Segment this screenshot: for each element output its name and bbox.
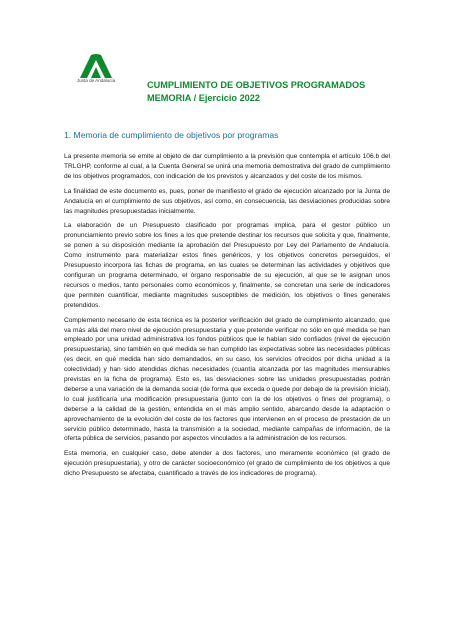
andalucia-arch-icon	[78, 54, 114, 78]
section-heading: 1. Memoria de cumplimiento de objetivos por programas	[64, 130, 279, 140]
paragraph-1: La presente memoria se emite al objeto de dar cumplimiento a la previsión que contempla el artículo 106.b del TRLGHP, conforme al cual, a la Cuenta General se unirá una memoria demostrativa del grado de cumplimiento de los objetivos programados, con indicación de los previstos y alcanzados y del coste de los mismos.	[64, 153, 390, 180]
paragraph-3: La elaboración de un Presupuesto clasificado por programas implica, para el gestor público un pronunciamiento previo sobre los fines a los que pretende destinar los recursos que solicita y que, finalmente, se ponen a su disposición mediante la aprobación del Presupuesto por Ley del Parlamento de Andalucía. Como instrumento para materializar estos fines genéricos, y los objetivos concretos perseguidos, el Presupuesto incorpora las fichas de programa, en las cuales se determinan las actividades y objetivos que configuran un programa determinado, el órgano responsable de su ejecución, al que se le asignan unos recursos o medios, tanto personales como económicos y, finalmente, se concretan una serie de indicadores que permiten cuantificar, mediante magnitudes susceptibles de medición, los objetivos o fines generales pretendidos.	[64, 222, 390, 309]
logo-text: Junta de Andalucía	[76, 78, 116, 83]
memoria-body	[64, 152, 390, 484]
paragraph-2: La finalidad de este documento es, pues, poner de manifiesto el grado de ejecución alcanzado por la Junta de Andalucía en el cumplimiento de sus objetivos, así como, en consecuencia, las desviaciones producidas sobre las magnitudes presupuestadas inicialmente.	[64, 187, 390, 215]
paragraph-4: Complemento necesario de esta técnica es la posterior verificación del grado de cumplimiento alcanzado, que va más allá del mero nivel de ejecución presupuestaria y que pretende verificar no sólo en qué medida se han empleado por una unidad administrativa los fondos públicos que le habían sido confiados (nivel de ejecución presupuestaria), sino también en qué medida se han cumplido las expectativas sobre las necesidades públicas (es decir, en qué medida han sido demandados, en su caso, los servicios ofrecidos por dicha unidad a la colectividad) y han sido atendidas dichas necesidades (cuantía alcanzada por las magnitudes mensurables previstas en la ficha de programa). Esto es, las desviaciones sobre las unidades presupuestadas podrán deberse a una variación de la demanda social (de forma que exceda o quede por debajo de la previsión inicial), lo cual justificaría una modificación presupuestaria (junto con la de los objetivos o fines del programa), o deberse a la calidad de la gestión, entendida en el más amplio sentido, abarcando desde la adaptación o aprovechamiento de la evolución del coste de los factores que intervienen en el proceso de prestación de un servicio público determinado, hasta la transmisión a la sociedad, mediante campañas de información, de la oferta pública de servicios, pasando por aspectos vinculados a la administración de los recursos.	[64, 316, 390, 443]
title-line-1: CUMPLIMIENTO DE OBJETIVOS PROGRAMADOS	[147, 80, 366, 90]
paragraph-5: Esta memoria, en cualquier caso, debe atender a dos factores, uno meramente económico (el grado de ejecución presupuestaria), y otro de carácter socioeconómico (el grado de cumplimiento de los objetivos a que dicho Presupuesto se afectaba, cuantificado a través de los indicadores de programa).	[64, 450, 390, 478]
title-line-2: MEMORIA / Ejercicio 2022	[147, 93, 261, 103]
junta-de-andalucia-logo	[64, 54, 128, 88]
document-title	[147, 79, 407, 105]
